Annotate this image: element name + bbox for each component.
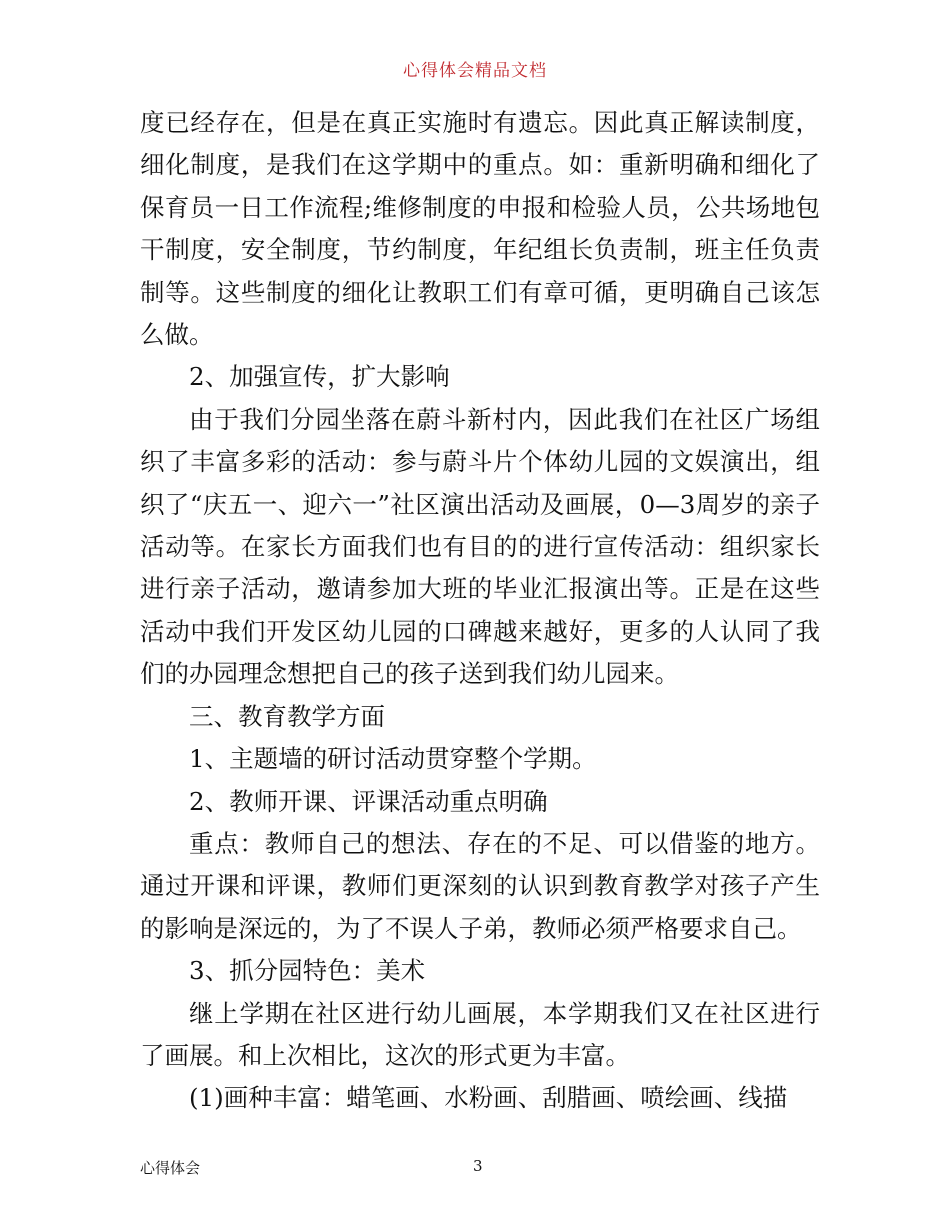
paragraph: 重点：教师自己的想法、存在的不足、可以借鉴的地方。通过开课和评课，教师们更深刻的认识到教育教学对孩子产生的影响是深远的，为了不误人子弟，教师必须严格要求自己。 (140, 828, 820, 943)
paragraph-heading: 1、主题墙的研讨活动贯穿整个学期。 (189, 744, 597, 774)
paragraph: 继上学期在社区进行幼儿画展，本学期我们又在社区进行了画展。和上次相比，这次的形式更为丰富。 (140, 998, 820, 1070)
footer-label: 心得体会 (140, 1159, 201, 1177)
paragraph: 由于我们分园坐落在蔚斗新村内，因此我们在社区广场组织了丰富多彩的活动：参与蔚斗片个体幼儿园的文娱演出，组织了“庆五一、迎六一”社区演出活动及画展，0—3周岁的亲子活动等。在家长方面我们也有目的的进行宣传活动：组织家长进行亲子活动，邀请参加大班的毕业汇报演出等。正是在这些活动中我们开发区幼儿园的口碑越来越好，更多的人认同了我们的办园理念想把自己的孩子送到我们幼儿园来。 (140, 404, 820, 689)
paragraph-heading: 2、教师开课、评课活动重点明确 (189, 786, 548, 816)
section-heading: 三、教育教学方面 (189, 701, 385, 731)
document-body (140, 102, 820, 1120)
paragraph: (1)画种丰富：蜡笔画、水粉画、刮腊画、喷绘画、线描 (189, 1083, 788, 1113)
paragraph-heading: 2、加强宣传，扩大影响 (189, 362, 450, 392)
paragraph: 度已经存在，但是在真正实施时有遗忘。因此真正解读制度，细化制度，是我们在这学期中的重点。如：重新明确和细化了保育员一日工作流程;维修制度的申报和检验人员，公共场地包干制度，安全制度，节约制度，年纪组长负责制，班主任负责制等。这些制度的细化让教职工们有章可循，更明确自己该怎么做。 (140, 108, 820, 350)
page-number: 3 (473, 1157, 483, 1175)
page-header-title: 心得体会精品文档 (403, 61, 547, 81)
paragraph-heading: 3、抓分园特色：美术 (189, 956, 426, 986)
